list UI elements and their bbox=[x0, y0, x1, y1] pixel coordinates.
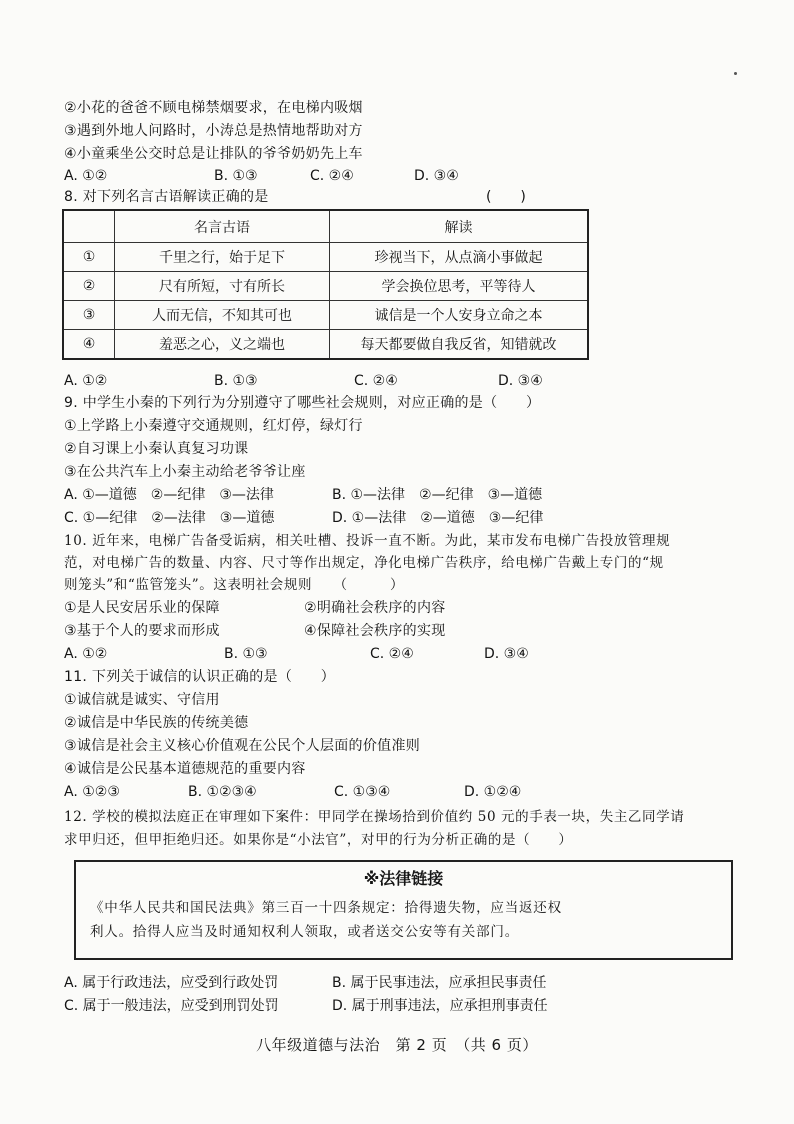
q11-option-d: D. ①②④ bbox=[464, 784, 522, 800]
q8-table bbox=[62, 209, 589, 360]
q10-stem-line-1: 10. 近年来，电梯广告备受诟病，相关吐槽、投诉一直不断。为此，某市发布电梯广告投放管理规 bbox=[64, 533, 671, 549]
q8-row-number: ① bbox=[63, 243, 115, 272]
q8-row-quote: 人而无信，不知其可也 bbox=[115, 301, 330, 330]
q7-option-c: C. ②④ bbox=[310, 168, 354, 184]
q8-option-a: A. ①② bbox=[64, 373, 108, 389]
q8-row-number: ④ bbox=[63, 330, 115, 360]
q7-item-4: ④小童乘坐公交时总是让排队的爷爷奶奶先上车 bbox=[64, 146, 363, 162]
q9-option-d: D. ①—法律 ②—道德 ③—纪律 bbox=[332, 510, 544, 526]
q10-item-1: ①是人民安居乐业的保障 bbox=[64, 600, 220, 616]
q10-option-a: A. ①② bbox=[64, 646, 108, 662]
q11-item-3: ③诚信是社会主义核心价值观在公民个人层面的价值准则 bbox=[64, 738, 421, 754]
q9-option-a: A. ①—道德 ②—纪律 ③—法律 bbox=[64, 487, 274, 503]
q8-header-blank bbox=[63, 210, 115, 243]
q8-table-row bbox=[63, 301, 588, 330]
law-link-box bbox=[74, 860, 733, 960]
q8-row-quote: 千里之行，始于足下 bbox=[115, 243, 330, 272]
q8-header-interpretation: 解读 bbox=[330, 210, 589, 243]
q11-stem: 11. 下列关于诚信的认识正确的是（ ） bbox=[64, 669, 336, 685]
law-link-line-2: 利人。拾得人应当及时通知权利人领取，或者送交公安等有关部门。 bbox=[90, 924, 519, 940]
q9-option-b: B. ①—法律 ②—纪律 ③—道德 bbox=[332, 487, 543, 503]
law-link-line-1: 《中华人民共和国民法典》第三百一十四条规定：拾得遗失物，应当返还权 bbox=[90, 900, 562, 916]
q12-stem-line-2: 求甲归还，但甲拒绝归还。如果你是“小法官”，对甲的行为分析正确的是（ ） bbox=[64, 832, 573, 848]
q8-header-quote: 名言古语 bbox=[115, 210, 330, 243]
q8-row-interpretation: 学会换位思考，平等待人 bbox=[330, 272, 589, 301]
q8-row-number: ② bbox=[63, 272, 115, 301]
q7-item-2: ②小花的爸爸不顾电梯禁烟要求，在电梯内吸烟 bbox=[64, 100, 363, 116]
q8-table-row bbox=[63, 272, 588, 301]
law-link-title: ※法律链接 bbox=[363, 869, 444, 888]
q8-stem: 8. 对下列名言古语解读正确的是 bbox=[64, 189, 269, 205]
q8-row-number: ③ bbox=[63, 301, 115, 330]
q9-stem: 9. 中学生小秦的下列行为分别遵守了哪些社会规则，对应正确的是（ ） bbox=[64, 395, 541, 411]
q11-item-4: ④诚信是公民基本道德规范的重要内容 bbox=[64, 761, 306, 777]
q9-option-c: C. ①—纪律 ②—法律 ③—道德 bbox=[64, 510, 275, 526]
q8-row-interpretation: 诚信是一个人安身立命之本 bbox=[330, 301, 589, 330]
q10-item-4: ④保障社会秩序的实现 bbox=[304, 623, 446, 639]
page-footer: 八年级道德与法治 第 2 页 （共 6 页） bbox=[256, 1036, 538, 1054]
q8-option-d: D. ③④ bbox=[498, 373, 543, 389]
q10-item-2: ②明确社会秩序的内容 bbox=[304, 600, 446, 616]
q8-option-c: C. ②④ bbox=[354, 373, 398, 389]
q7-item-3: ③遇到外地人问路时，小涛总是热情地帮助对方 bbox=[64, 123, 363, 139]
q11-option-a: A. ①②③ bbox=[64, 784, 120, 800]
q12-option-a: A. 属于行政违法，应受到行政处罚 bbox=[64, 975, 279, 991]
q10-stem-line-2: 范，对电梯广告的数量、内容、尺寸等作出规定，净化电梯广告秩序，给电梯广告戴上专门的“规 bbox=[64, 555, 664, 571]
q10-item-3: ③基于个人的要求而形成 bbox=[64, 623, 220, 639]
q10-option-d: D. ③④ bbox=[484, 646, 529, 662]
q8-table-row bbox=[63, 330, 588, 360]
q12-stem-line-1: 12. 学校的模拟法庭正在审理如下案件：甲同学在操场拾到价值约 50 元的手表一块，失主乙同学请 bbox=[64, 809, 685, 825]
q11-item-2: ②诚信是中华民族的传统美德 bbox=[64, 715, 249, 731]
q8-option-b: B. ①③ bbox=[214, 373, 258, 389]
q12-option-d: D. 属于刑事违法，应承担刑事责任 bbox=[332, 998, 548, 1014]
q11-option-c: C. ①③④ bbox=[334, 784, 391, 800]
q8-table-header-row bbox=[63, 210, 588, 243]
q10-stem-line-3: 则笼头”和“监管笼头”。这表明社会规则 （ ） bbox=[64, 577, 405, 593]
q11-item-1: ①诚信就是诚实、守信用 bbox=[64, 692, 220, 708]
q11-option-b: B. ①②③④ bbox=[188, 784, 257, 800]
q8-row-interpretation: 珍视当下，从点滴小事做起 bbox=[330, 243, 589, 272]
q9-item-3: ③在公共汽车上小秦主动给老爷爷让座 bbox=[64, 464, 306, 480]
q7-option-a: A. ①② bbox=[64, 168, 108, 184]
q8-table-row bbox=[63, 243, 588, 272]
q10-option-c: C. ②④ bbox=[370, 646, 414, 662]
q7-option-b: B. ①③ bbox=[214, 168, 258, 184]
q8-row-interpretation: 每天都要做自我反省，知错就改 bbox=[330, 330, 589, 360]
q8-row-quote: 尺有所短，寸有所长 bbox=[115, 272, 330, 301]
q9-item-2: ②自习课上小秦认真复习功课 bbox=[64, 441, 249, 457]
q9-item-1: ①上学路上小秦遵守交通规则，红灯停，绿灯行 bbox=[64, 418, 363, 434]
q7-option-d: D. ③④ bbox=[414, 168, 459, 184]
scan-speck bbox=[734, 72, 737, 75]
q8-answer-blank: ( ) bbox=[486, 189, 527, 205]
q10-option-b: B. ①③ bbox=[224, 646, 268, 662]
q8-row-quote: 羞恶之心，义之端也 bbox=[115, 330, 330, 360]
q12-option-b: B. 属于民事违法，应承担民事责任 bbox=[332, 975, 547, 991]
q12-option-c: C. 属于一般违法，应受到刑罚处罚 bbox=[64, 998, 279, 1014]
